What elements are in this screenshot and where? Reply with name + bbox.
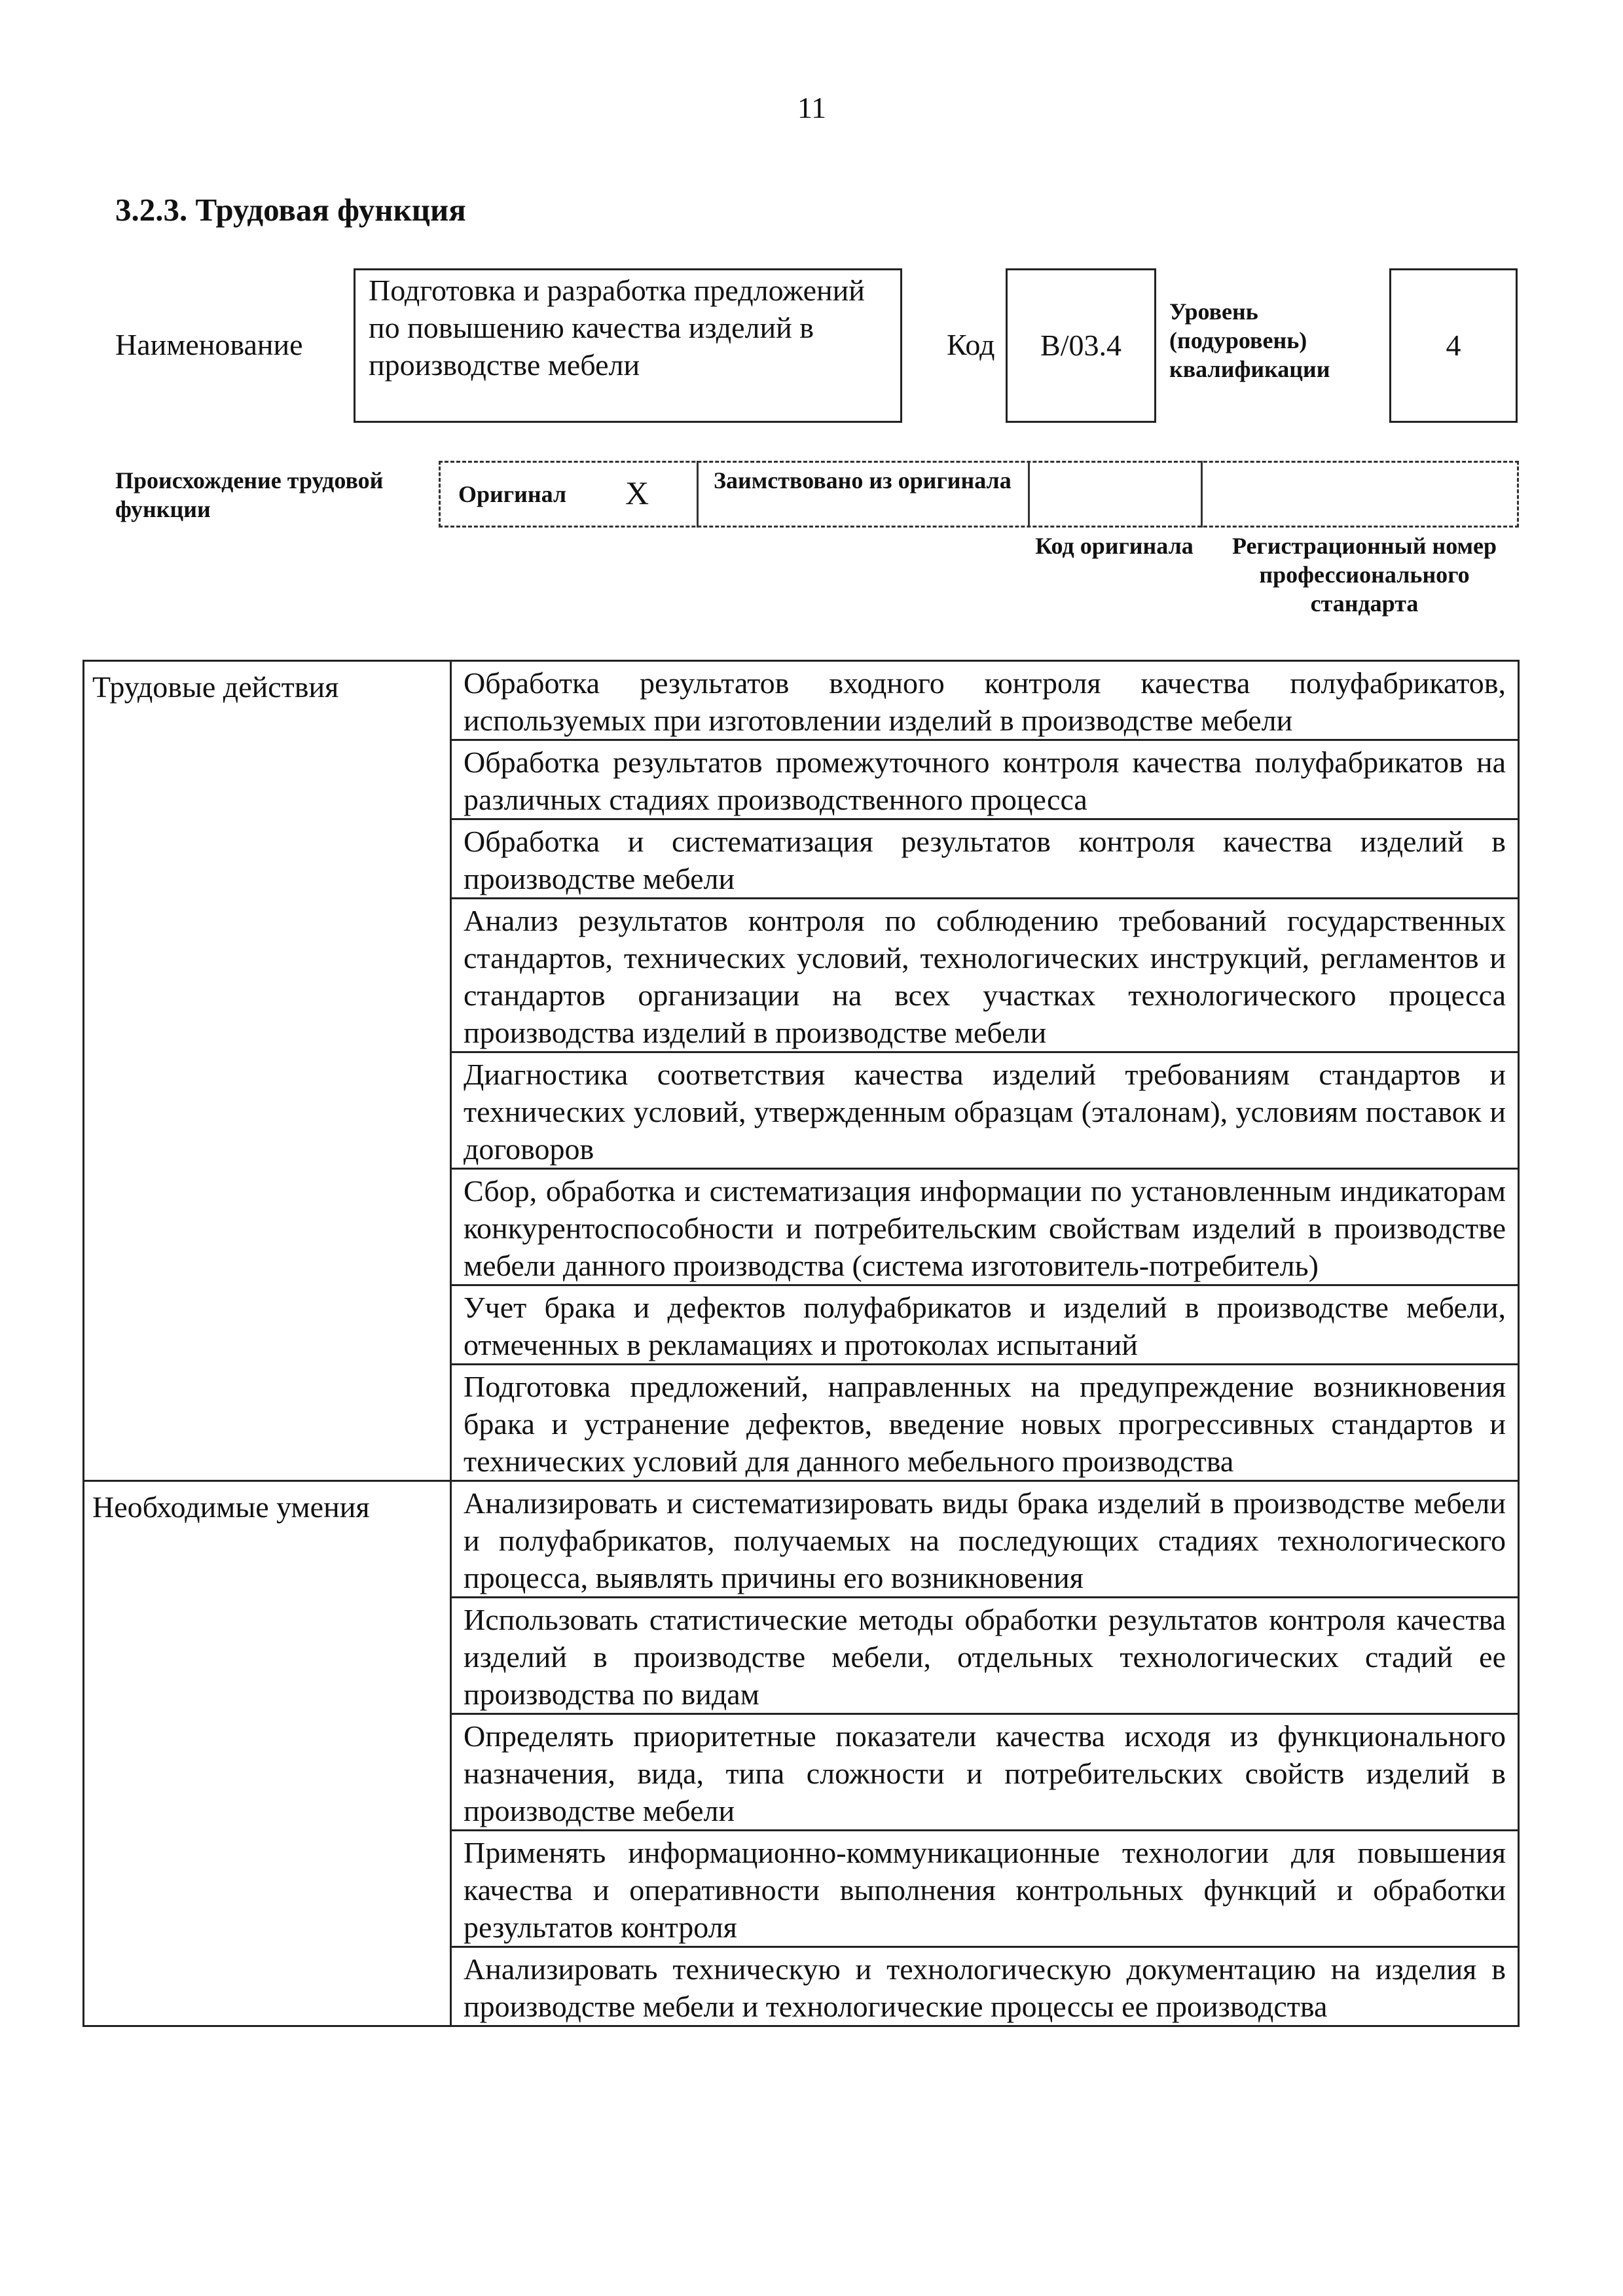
table-cell: Применять информационно-коммуникационные технологии для повышения качества и оперативности выполнения контрольных функций и обработки результатов контроля: [451, 1831, 1519, 1947]
table-cell: Диагностика соответствия качества изделий требованиям стандартов и технических условий, утвержденным образцам (эталонам), условиям поставок и договоров: [451, 1052, 1519, 1169]
table-cell: Обработка результатов промежуточного контроля качества полуфабрикатов на различных стадиях производственного процесса: [451, 740, 1519, 819]
code-original-caption: Код оригинала: [1035, 533, 1194, 559]
borrowed-label: Заимствовано из оригинала: [714, 467, 1012, 493]
page-number: 11: [797, 91, 827, 124]
table-row: [84, 661, 1519, 740]
code-value-box: [1006, 268, 1156, 423]
reg-number-caption: Регистрационный номер профессионального стандарта: [1231, 533, 1497, 617]
level-value-box: [1389, 268, 1518, 423]
name-label: Наименование: [115, 328, 303, 361]
origin-divider-2: [1028, 461, 1030, 528]
section-heading: Необходимые умения: [84, 1481, 451, 2026]
level-label: Уровень (подуровень) квалификации: [1169, 298, 1330, 382]
table-cell: Использовать статистические методы обработки результатов контроля качества изделий в производстве мебели, отдельных технологических стадий ее производства по видам: [451, 1598, 1519, 1714]
table-cell: Обработка и систематизация результатов контроля качества изделий в производстве мебели: [451, 819, 1519, 899]
table-cell: Обработка результатов входного контроля качества полуфабрикатов, используемых при изготовлении изделий в производстве мебели: [451, 661, 1519, 740]
function-table: [82, 660, 1520, 2027]
original-label: Оригинал: [458, 481, 567, 507]
name-value: Подготовка и разработка предложений по повышению качества изделий в производстве мебели: [369, 274, 865, 382]
name-value-box: [354, 268, 902, 423]
table-cell: Подготовка предложений, направленных на предупреждение возникновения брака и устранение дефектов, введение новых прогрессивных стандартов и технических условий для данного мебельного производства: [451, 1365, 1519, 1481]
code-value: B/03.4: [1040, 329, 1122, 362]
table-cell: Определять приоритетные показатели качества исходя из функционального назначения, вида, типа сложности и потребительских свойств изделий в производстве мебели: [451, 1714, 1519, 1831]
table-cell: Анализировать и систематизировать виды брака изделий в производстве мебели и полуфабрикатов, получаемых на последующих стадиях технологического процесса, выявлять причины его возникновения: [451, 1481, 1519, 1598]
section-heading: Трудовые действия: [84, 661, 451, 1481]
table-cell: Учет брака и дефектов полуфабрикатов и изделий в производстве мебели, отмеченных в рекламациях и протоколах испытаний: [451, 1285, 1519, 1365]
table-row: [84, 1481, 1519, 1598]
origin-divider-1: [697, 461, 699, 528]
origin-divider-3: [1201, 461, 1203, 528]
level-value: 4: [1446, 329, 1461, 362]
code-label: Код: [947, 328, 995, 361]
table-cell: Анализировать техническую и технологическую документацию на изделия в производстве мебели и технологические процессы ее производства: [451, 1947, 1519, 2026]
table-cell: Анализ результатов контроля по соблюдению требований государственных стандартов, технических условий, технологических инструкций, регламентов и стандартов организации на всех участках технологического процесса производства изделий в производстве мебели: [451, 899, 1519, 1052]
origin-label: Происхождение трудовой функции: [115, 467, 384, 522]
section-title: 3.2.3. Трудовая функция: [115, 192, 466, 228]
table-cell: Сбор, обработка и систематизация информации по установленным индикаторам конкурентоспособности и потребительским свойствам изделий в производстве мебели данного производства (система изготовитель-потребитель): [451, 1169, 1519, 1285]
original-mark: X: [625, 475, 649, 511]
